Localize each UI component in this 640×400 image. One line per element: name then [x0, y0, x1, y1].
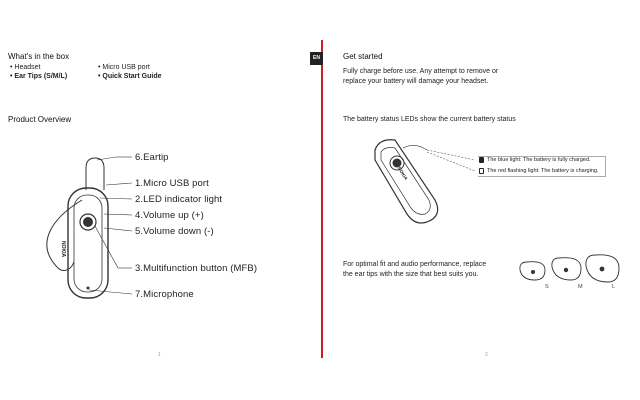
box-item-guide: • Quick Start Guide — [98, 73, 162, 80]
led-note-blue-text: The blue light: The battery is fully charged. — [487, 157, 591, 163]
mfb-inner — [83, 217, 93, 227]
callout-volume-down: 5.Volume down (-) — [135, 226, 214, 237]
ear-hook — [47, 200, 82, 270]
page-number-right: 2 — [485, 352, 488, 358]
led-note-blue — [479, 157, 591, 163]
battery-charging-icon — [479, 168, 484, 174]
ear-tip-s — [520, 262, 545, 280]
eartip-shape — [86, 158, 104, 190]
box-title: What's in the box — [8, 52, 70, 61]
battery-status-text: The battery status LEDs show the current battery status — [343, 116, 516, 123]
battery-full-icon — [479, 157, 484, 163]
box-item-ear-tips: • Ear Tips (S/M/L) — [10, 73, 68, 80]
box-item-usb: • Micro USB port — [98, 64, 150, 71]
tip-size-s: S — [545, 284, 549, 290]
led-strip — [403, 145, 427, 150]
callout-microphone: 7.Microphone — [135, 289, 194, 300]
tip-size-l: L — [612, 284, 616, 290]
callout-micro-usb: 1.Micro USB port — [135, 178, 209, 189]
led-note-red-text: The red flashing light: The battery is charging. — [487, 168, 599, 174]
box-item-headset: • Headset — [10, 64, 41, 71]
callout-led: 2.LED indicator light — [135, 194, 223, 205]
page-number-left: 1 — [158, 352, 161, 358]
led-note-red — [479, 168, 599, 174]
mic-dot — [87, 287, 90, 290]
brand-logo-left: NOKIA — [60, 241, 66, 258]
brand-logo-right: NOKIA — [396, 166, 409, 181]
callout-volume-up: 4.Volume up (+) — [135, 210, 204, 221]
callout-eartip: 6.Eartip — [135, 152, 169, 163]
language-badge: EN — [310, 52, 323, 65]
fit-line-1: For optimal fit and audio performance, replace — [343, 261, 487, 268]
intro-line-1: Fully charge before use. Any attempt to remove or — [343, 68, 499, 75]
get-started-title: Get started — [343, 52, 383, 61]
ear-tip-m — [552, 258, 581, 280]
overview-title: Product Overview — [8, 115, 72, 124]
right-illustrations — [323, 0, 640, 400]
headset-inner — [74, 195, 102, 292]
tip-size-m: M — [578, 284, 583, 290]
ear-tip-l — [586, 255, 619, 282]
intro-line-2: replace your battery will damage your headset. — [343, 78, 489, 85]
callout-mfb: 3.Multifunction button (MFB) — [135, 263, 258, 274]
fit-line-2: the ear tips with the size that best suits you. — [343, 271, 479, 278]
headset-body-right — [375, 140, 438, 223]
